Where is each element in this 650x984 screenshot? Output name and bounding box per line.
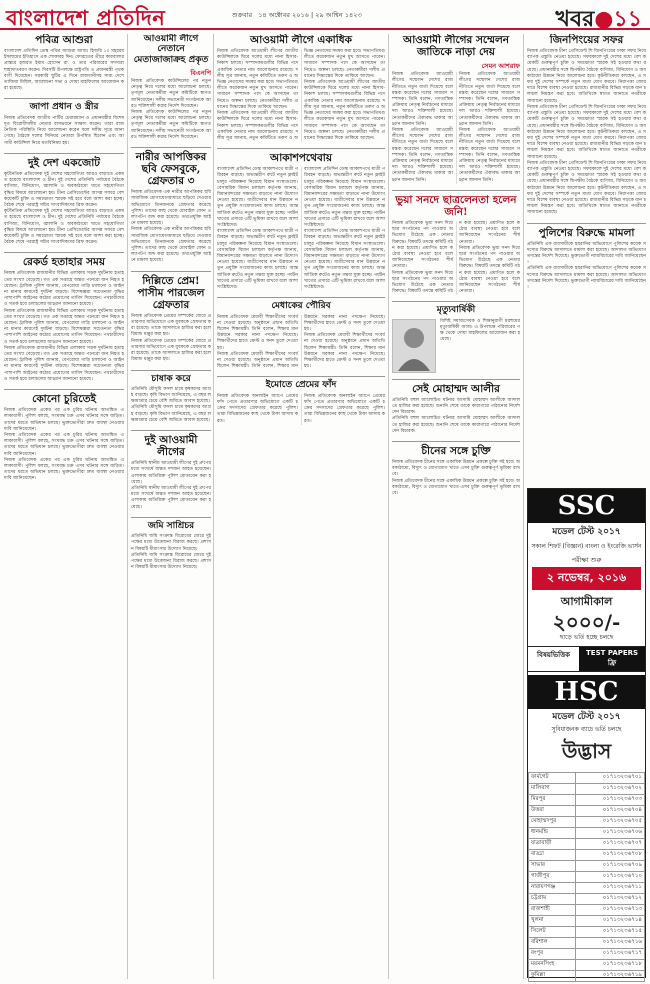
story-facebook-arrest (131, 151, 211, 265)
story-theft (4, 393, 124, 483)
body-text: বাংলাদেশ প্রতিদিন ডেস্ক পবিত্র আশুরা আজ। হিজরি ১০ মহররম ইসলামের ইতিহাসে এক শোকাবহ দিন। ফোরাতের তীরে কারবালার প্রান্তরে হজরত ইমাম হোসেন রা. ও তার পরিবারের সদস্যরা শাহাদাতবরণ করেন। দিবসটি উপলক্ষে রাষ্ট্রপতি ও প্রধানমন্ত্রী পৃথক বাণী দিয়েছেন। সরকারি ছুটির এ দিনে রাজধানীসহ সারা দেশে তাজিয়া মিছিল, আলোচনা সভা ও দোয়া মাহফিলের আয়োজন করা হয়েছে। (4, 49, 124, 92)
headline: আওয়ামী লীগে একাধিক (250, 34, 352, 46)
headline: মেধাকের পৌরিব (271, 301, 331, 312)
branch-row (529, 927, 645, 938)
column-rule (127, 34, 128, 979)
hsc-title: HSC (528, 675, 645, 709)
kicker: সেমন আশরাফ (481, 62, 520, 71)
price-label: আগামীকাল (560, 595, 613, 608)
story-obituary (392, 305, 520, 372)
branch-phone: ০১৭১৩২৩৬৭০৫ (575, 817, 644, 828)
body-text-continued: নিজস্ব প্রতিবেদক কাউন্সিলের পর নতুন নেতৃত্ব নিয়ে দলের মধ্যে আলোচনা চলছে। তৃণমূল নেতাকর্মীরা নতুন কমিটিকে স্বাগত জানিয়েছেন। দলীয় সভানেত্রী সংগঠনকে আরও শক্তিশালী করার নির্দেশ দিয়েছেন। (131, 110, 211, 140)
branch-row (529, 784, 645, 795)
branch-row (529, 883, 645, 894)
branch-row (529, 839, 645, 850)
column-4 (392, 34, 520, 979)
column-3 (217, 34, 385, 979)
ssc-title: SSC (528, 489, 645, 523)
body-text-continued: নিজস্ব প্রতিবেদক আওয়ামী লীগের সম্মেলন দেশের রাজনীতিতে নতুন বার্তা দিয়েছে বলে মন্তব্য করেছেন দলের সাধারণ সম্পাদক। তিনি বলেন, গণতান্ত্রিক প্রক্রিয়ায় নেতৃত্ব নির্বাচনের মাধ্যমে দল আরও শক্তিশালী হয়েছে। নেতাকর্মীদের ঐক্যবদ্ধ থাকার আহ্বান জানান তিনি। (392, 127, 453, 183)
kicker: বিএনপি (190, 69, 211, 78)
body-text-continued: নিজস্ব প্রতিবেদক আওয়ামী লীগের জাতীয় কাউন্সিলকে ঘিরে দলের মধ্যে নানা হিসাব-নিকাশ চলছে। সম্পাদকমণ্ডলীর বিভিন্ন পদে একাধিক নেতার নাম আলোচনায় রয়েছে। দলীয় সূত্র জানায়, নতুন কমিটিতে তরুণ ও অভিজ্ঞ নেতাদের সমন্বয় করা হবে। সভাপতিমণ্ডলীতে কয়েকজন নতুন মুখ আসতে পারেন। সাধারণ সম্পাদক পদে কে আসছেন তা নিয়েও জল্পনা চলছে। নেতাকর্মীরা দলীয় প্রধানের সিদ্ধান্তের দিকে তাকিয়ে আছেন। (217, 49, 385, 141)
branch-phone: ০১৭১৩২৩৬৭১৫ (575, 927, 644, 938)
branch-phone: ০১৭১৩২৩৬৭০৮ (575, 850, 644, 861)
section-name: খবর (555, 6, 595, 32)
body-text-continued: নিজস্ব প্রতিবেদক চীনের সঙ্গে একাধিক উন্নয়ন প্রকল্পে চুক্তি সই হবে। অবকাঠামো, বিদ্যুৎ ও যোগাযোগ খাতে এসব চুক্তি গুরুত্বপূর্ণ ভূমিকা রাখবে। (392, 478, 520, 497)
headline: রেকর্ড হতাহার সময় (22, 256, 106, 269)
dateline (232, 10, 366, 21)
headline: দিল্লিতে প্রেম! পাসীম পারজেল গ্রেফতার (137, 274, 205, 311)
body-text-continued: নিজস্ব প্রতিবেদক আওয়ামী লীগের সম্মেলন দেশের রাজনীতিতে নতুন বার্তা দিয়েছে বলে মন্তব্য করেছেন দলের সাধারণ সম্পাদক। তিনি বলেন, গণতান্ত্রিক প্রক্রিয়ায় নেতৃত্ব নির্বাচনের মাধ্যমে দল আরও শক্তিশালী হয়েছে। নেতাকর্মীদের ঐক্যবদ্ধ থাকার আহ্বান জানান তিনি। (459, 127, 520, 183)
branch-name: মালিবাগ (529, 784, 576, 795)
headline: চীনের সঙ্গে চুক্তি (421, 444, 491, 457)
branch-phone: ০১৭১৩২৩৬৭১৭ (575, 949, 644, 960)
branch-table (528, 772, 645, 982)
body-text-continued: নিজস্ব প্রতিবেদক একের পর এক চুরির ঘটনায় আতঙ্কিত এলাকাবাসী। পুলিশ বলছে, সংঘবদ্ধ চক্র এসব ঘটনার সঙ্গে জড়িত। তাদের ধরতে অভিযান চলছে। ভুক্তভোগীরা দ্রুত ব্যবস্থা নেওয়ার দাবি জানিয়েছেন। (4, 457, 124, 482)
branch-phone: ০১৭১৩২৩৬৭০২ (575, 784, 644, 795)
body-text: প্রতিনিধি এক ব্যবসায়ীকে হয়রানির অভিযোগে পুলিশের কয়েক সদস্যের বিরুদ্ধে আদালতে মামলা করা হয়েছে। আদালত অভিযোগ তদন্তের নির্দেশ দিয়েছে। ভুক্তভোগী ন্যায়বিচারের দাবি জানিয়েছেন। (527, 241, 646, 266)
branch-name: নারায়ণগঞ্জ (529, 883, 576, 894)
brand-logo: উদ্ভাস (561, 739, 612, 763)
branch-phone: ০১৭১৩২৩৬৭১৩ (575, 905, 644, 916)
branch-phone: ০১৭১৩২৩৬৭১৬ (575, 938, 644, 949)
branch-name: রংপুর (529, 949, 576, 960)
story-fake-certificate (392, 194, 520, 296)
story-china-deal (392, 445, 520, 497)
ssc-note: সকাল শিফট (বিজ্ঞান) বাংলা ও ইংরেজি ভার্সন (531, 543, 642, 550)
story-farming (131, 374, 211, 425)
column-2 (131, 34, 211, 979)
branch-row (529, 916, 645, 927)
body-text-continued: নিজস্ব প্রতিবেদক রাজধানীর বিভিন্ন এলাকায় সড়ক দুর্ঘটনায় হতাহতের সংখ্যা বেড়েছে। গত এক সপ্তাহে অন্তত পনেরো জন নিহত হয়েছেন। ট্রাফিক পুলিশ জানায়, বেপরোয়া গাড়ি চালানো ও আইন না মানার কারণেই দুর্ঘটনা বাড়ছে। বিশেষজ্ঞরা সচেতনতা বৃদ্ধির পাশাপাশি আইনের কঠোর প্রয়োগের তাগিদ দিয়েছেন। পথচারীদেরও সতর্ক হয়ে চলাচলের আহ্বান জানানো হয়েছে। (4, 308, 124, 345)
body-text-continued: নিজস্ব প্রতিবেদক আওয়ামী লীগের জাতীয় কাউন্সিলকে ঘিরে দলের মধ্যে নানা হিসাব-নিকাশ চলছে। সম্পাদকমণ্ডলীর বিভিন্ন পদে একাধিক নেতার নাম আলোচনায় রয়েছে। দলীয় সূত্র জানায়, নতুন কমিটিতে তরুণ ও অভিজ্ঞ নেতাদের সমন্বয় করা হবে। সভাপতিমণ্ডলীতে কয়েকজন নতুন মুখ আসতে পারেন। সাধারণ সম্পাদক পদে কে আসছেন তা নিয়েও জল্পনা চলছে। নেতাকর্মীরা দলীয় প্রধানের সিদ্ধান্তের দিকে তাকিয়ে আছেন। (304, 80, 385, 141)
body-text: প্রতিনিধি জমি সংক্রান্ত বিরোধের জেরে দুই পক্ষের মধ্যে উত্তেজনা বিরাজ করছে। প্রশাসন বিষয়টি মীমাংসার উদ্যোগ নিয়েছে। (131, 534, 211, 552)
branch-phone: ০১৭১৩২৩৬৭১৪ (575, 916, 644, 927)
body-text: নিজস্ব প্রতিবেদক কাউন্সিলের পর নতুন নেতৃত্ব নিয়ে দলের মধ্যে আলোচনা চলছে। তৃণমূল নেতাকর্মীরা নতুন কমিটিকে স্বাগত জানিয়েছেন। দলীয় সভানেত্রী সংগঠনকে আরও শক্তিশালী করার নির্দেশ দিয়েছেন। (131, 79, 211, 109)
price-value: ২০০০/- (552, 610, 621, 634)
column-1 (4, 34, 124, 979)
branch-name: ধানমন্ডি (529, 828, 576, 839)
story-xi-visit (527, 34, 646, 217)
udvash-advertisement[interactable] (527, 488, 646, 978)
masthead (0, 0, 650, 30)
body-text-continued: প্রতিনিধি বহুল আলোচিত ঘটনার আসামি মোহাম্মদ আলীকে আদালতে হাজির করা হয়েছে। শুনানি শেষে তাকে কারাগারে পাঠানোর নির্দেশ দেন বিচারক। (392, 416, 520, 434)
headline: জিনপিংয়ের সফর (549, 34, 624, 46)
headline: জাপা প্রধান ও স্ত্রীর (29, 102, 99, 113)
branch-row (529, 828, 645, 839)
story-al-conference (392, 34, 520, 184)
body-text: বিশিষ্ট সমাজসেবক ও শিক্ষানুরাগী মরহুমের মৃত্যুবার্ষিকী আজ। এ উপলক্ষে পরিবারের পক্ষ থেকে দোয়া মাহফিলের আয়োজন করা হয়েছে। (440, 318, 520, 343)
column-rule (523, 34, 524, 979)
branch-row (529, 894, 645, 905)
price-note: ছাড়ে ভর্তি হচ্ছে চলছে (559, 634, 614, 641)
branch-name: কুমিল্লা (529, 971, 576, 982)
story-japa (4, 102, 124, 146)
portrait-photo (392, 319, 436, 373)
branch-name: সাভার (529, 861, 576, 872)
body-text: কূটনৈতিক প্রতিবেদক দুই দেশের সহযোগিতা আরও বাড়াতে একমত হয়েছে বাংলাদেশ ও চীন। দুই দেশের প্রতিনিধি পর্যায়ের বৈঠকে বাণিজ্য, বিনিয়োগ, জ্বালানি ও অবকাঠামো খাতে সহযোগিতা বৃদ্ধির বিষয়ে আলোচনা হয়। চীনা প্রেসিডেন্টের আসন্ন সফরে বেশ কয়েকটি চুক্তি ও সমঝোতা স্মারক সই হবে বলে আশা করা হচ্ছে। বৈঠক শেষে পররাষ্ট্র সচিব সাংবাদিকদের ব্রিফ করেন। (4, 171, 124, 208)
branch-row (529, 971, 645, 982)
branch-phone: ০১৭১৩২৩৬৭১৮ (575, 960, 644, 971)
branch-name: খুলনা (529, 916, 576, 927)
headline: মৃত্যুবার্ষিকী (436, 305, 476, 316)
branch-row (529, 850, 645, 861)
body-text: প্রতিনিধি মৌসুমি ফসল চাষে কৃষকদের আগ্রহ বাড়ছে। কৃষি বিভাগ জানিয়েছে, এ বছর লক্ষ্যমাত্রার চেয়ে বেশি জমিতে আবাদ হয়েছে। (131, 386, 211, 405)
branch-name: গাজীপুর (529, 872, 576, 883)
hsc-note: সুবিধাজনক ব্যাচে ভর্তি চলছে (551, 726, 622, 733)
story-ashura (4, 34, 124, 92)
story-al-multiple (217, 34, 385, 142)
branch-row (529, 872, 645, 883)
column-5 (527, 34, 646, 514)
story-imo (217, 380, 385, 424)
body-text-continued: বাংলাদেশ প্রতিদিন ডেস্ক আকাশপথে যাত্রী পরিবহন বাড়ছে। অভ্যন্তরীণ রুটে নতুন ফ্লাইট চালুর পরিকল্পনা নিয়েছে বিমান সংস্থাগুলো। বেসামরিক বিমান চলাচল কর্তৃপক্ষ জানায়, বিমানবন্দরের সক্ষমতা বাড়াতে নানা উদ্যোগ নেওয়া হয়েছে। যাত্রীসেবার মান উন্নয়নে নতুন প্রযুক্তি সংযোজনের কাজ চলছে। আন্তর্জাতিক রুটেও নতুন গন্তব্য যুক্ত হচ্ছে। পর্যটন খাতের প্রসারে এটি ভূমিকা রাখবে বলে আশা সংশ্লিষ্টদের। (304, 229, 385, 291)
headline: পুলিশের বিরুদ্ধে মামলা (538, 226, 635, 239)
body-text-continued: বাংলাদেশ প্রতিদিন ডেস্ক আকাশপথে যাত্রী পরিবহন বাড়ছে। অভ্যন্তরীণ রুটে নতুন ফ্লাইট চালুর পরিকল্পনা নিয়েছে বিমান সংস্থাগুলো। বেসামরিক বিমান চলাচল কর্তৃপক্ষ জানায়, বিমানবন্দরের সক্ষমতা বাড়াতে নানা উদ্যোগ নেওয়া হয়েছে। যাত্রীসেবার মান উন্নয়নে নতুন প্রযুক্তি সংযোজনের কাজ চলছে। আন্তর্জাতিক রুটেও নতুন গন্তব্য যুক্ত হচ্ছে। পর্যটন খাতের প্রসারে এটি ভূমিকা রাখবে বলে আশা সংশ্লিষ্টদের। (217, 229, 298, 291)
test-label: বিষয়ভিত্তিক (537, 651, 571, 659)
headline: পবিত্র আশুরা (35, 34, 93, 46)
headline: ভুয়া সনদে ছাত্রলেনতা হলেন জনি! (395, 193, 517, 218)
body-text: নিজস্ব প্রতিবেদক অনলাইন অ্যাপে প্রেমের ফাঁদ পেতে প্রতারণার অভিযোগে একটি চক্রের সদস্যদের গ্রেফতার করেছে পুলিশ। তারা বিভিন্নজনের কাছ থেকে টাকা আদায় করত। (217, 393, 298, 424)
branch-name: বাড্ডা (529, 850, 576, 861)
body-text: প্রতিনিধি স্থানীয় আওয়ামী লীগের দুই গ্রুপের মধ্যে সংঘর্ষে অন্তত দশজন আহত হয়েছেন। এলাকায় অতিরিক্ত পুলিশ মোতায়েন করা হয়েছে। (131, 461, 211, 485)
body-text-continued: নিজস্ব প্রতিবেদক মেধাবী শিক্ষার্থীদের সংবর্ধনা দেওয়া হয়েছে। অনুষ্ঠানে প্রধান অতিথি ছিলেন শিক্ষামন্ত্রী। তিনি বলেন, শিক্ষার মান উন্নয়নে সরকার নানা পদক্ষেপ নিয়েছে। শিক্ষার্থীদের হাতে ক্রেস্ট ও সনদ তুলে দেওয়া হয়। (217, 314, 385, 370)
headline: আওয়ামী লীগে নেতানে মেতাজাজাক্রহ প্রকৃত (133, 34, 209, 65)
branch-row (529, 773, 645, 784)
branch-row (529, 861, 645, 872)
body-text-continued: নিজস্ব প্রতিবেদক চীনা প্রেসিডেন্ট শি জিনপিংয়ের ঢাকা সফর নিয়ে ব্যাপক প্রস্তুতি নেওয়া হয়েছে। সফরকালে দুই দেশের মধ্যে বেশ কয়েকটি গুরুত্বপূর্ণ চুক্তি ও সমঝোতা স্মারক সই হওয়ার কথা রয়েছে। প্রধানমন্ত্রীর সঙ্গে দ্বিপক্ষীয় বৈঠকে বাণিজ্য, বিনিয়োগ ও অবকাঠামো উন্নয়ন নিয়ে আলোচনা হবে। কূটনীতিকরা বলছেন, এ সফর দুই দেশের সম্পর্কে নতুন মাত্রা যোগ করবে। নিরাপত্তা জোরদারে বিশেষ ব্যবস্থা নেওয়া হয়েছে। রাজধানীর বিভিন্ন সড়কে যান চলাচল নিয়ন্ত্রণ করা হবে। অতিথিকে স্বাগত জানাতে নগরীকে সাজানো হয়েছে। (527, 104, 646, 160)
body-text: নিজস্ব প্রতিবেদক আওয়ামী লীগের সম্মেলন দেশের রাজনীতিতে নতুন বার্তা দিয়েছে বলে মন্তব্য করেছেন দলের সাধারণ সম্পাদক। তিনি বলেন, গণতান্ত্রিক প্রক্রিয়ায় নেতৃত্ব নির্বাচনের মাধ্যমে দল আরও শক্তিশালী হয়েছে। নেতাকর্মীদের ঐক্যবদ্ধ থাকার আহ্বান জানান তিনি। (392, 72, 453, 127)
headline: চাষাক করে (151, 373, 191, 384)
branch-phone: ০১৭১৩২৩৬৭১৯ (575, 971, 644, 982)
branch-name: উত্তরা (529, 806, 576, 817)
body-text-continued: প্রতিনিধি এক ব্যবসায়ীকে হয়রানির অভিযোগে পুলিশের কয়েক সদস্যের বিরুদ্ধে আদালতে মামলা করা হয়েছে। আদালত অভিযোগ তদন্তের নির্দেশ দিয়েছে। ভুক্তভোগী ন্যায়বিচারের দাবি জানিয়েছেন। (527, 266, 646, 291)
branch-row (529, 938, 645, 949)
branch-name: রাজশাহী (529, 905, 576, 916)
body-text-continued: নিজস্ব প্রতিবেদক রাজধানীর বিভিন্ন এলাকায় সড়ক দুর্ঘটনায় হতাহতের সংখ্যা বেড়েছে। গত এক সপ্তাহে অন্তত পনেরো জন নিহত হয়েছেন। ট্রাফিক পুলিশ জানায়, বেপরোয়া গাড়ি চালানো ও আইন না মানার কারণেই দুর্ঘটনা বাড়ছে। বিশেষজ্ঞরা সচেতনতা বৃদ্ধির পাশাপাশি আইনের কঠোর প্রয়োগের তাগিদ দিয়েছেন। পথচারীদেরও সতর্ক হয়ে চলাচলের আহ্বান জানানো হয়েছে। (4, 345, 124, 382)
body-text: নিজস্ব প্রতিবেদক রাজধানীর বিভিন্ন এলাকায় সড়ক দুর্ঘটনায় হতাহতের সংখ্যা বেড়েছে। গত এক সপ্তাহে অন্তত পনেরো জন নিহত হয়েছেন। ট্রাফিক পুলিশ জানায়, বেপরোয়া গাড়ি চালানো ও আইন না মানার কারণেই দুর্ঘটনা বাড়ছে। বিশেষজ্ঞরা সচেতনতা বৃদ্ধির পাশাপাশি আইনের কঠোর প্রয়োগের তাগিদ দিয়েছেন। পথচারীদেরও সতর্ক হয়ে চলাচলের আহ্বান জানানো হয়েছে। (4, 271, 124, 308)
headline: দুই দেশ একজোট (28, 156, 100, 169)
branch-name: চট্টগ্রাম (529, 894, 576, 905)
branch-row (529, 960, 645, 971)
story-police-case (527, 227, 646, 292)
headline: আকাশপথেবায় (269, 152, 333, 165)
body-text: নিজস্ব প্রতিবেদক এক নারীর আপত্তিকর ছবি সামাজিক যোগাযোগমাধ্যমে ছড়িয়ে দেওয়ার অভিযোগে তিনজনকে গ্রেফতার করেছে পুলিশ। তাদের কাছ থেকে মোবাইল ফোন ও ল্যাপটপ জব্দ করা হয়েছে। তথ্যপ্রযুক্তি আইনে মামলা হয়েছে। (131, 190, 211, 227)
test-papers (579, 647, 645, 671)
branch-phone: ০১৭১৩২৩৬৭০৭ (575, 839, 644, 850)
column-rule (213, 34, 214, 979)
branch-name: ময়মনসিংহ (529, 960, 576, 971)
branch-row (529, 795, 645, 806)
story-al-leadership (131, 34, 211, 141)
body-text-continued: নিজস্ব প্রতিবেদক প্রেমের সম্পর্কের জেরে প্রতারণার অভিযোগে এক যুবককে গ্রেফতার করা হয়েছে। তাকে আদালতে হাজির করা হলে রিমান্ড মঞ্জুর করা হয়। (131, 338, 211, 363)
story-record (4, 256, 124, 383)
body-text: নিজস্ব প্রতিবেদক প্রেমের সম্পর্কের জেরে প্রতারণার অভিযোগে এক যুবককে গ্রেফতার করা হয়েছে। তাকে আদালতে হাজির করা হলে রিমান্ড মঞ্জুর করা হয়। (131, 313, 211, 338)
branch-name: বরিশাল (529, 938, 576, 949)
exam-start-date: ২ নভেম্বর, ২০১৬ (532, 567, 641, 590)
newspaper-logo: বাংলাদেশ প্রতিদিন (6, 5, 166, 30)
branch-phone: ০১৭১৩২৩৬৭০১ (575, 773, 644, 784)
test-papers-title: TEST PAPERS (586, 649, 639, 657)
branch-row (529, 806, 645, 817)
branch-name: মিরপুর (529, 795, 576, 806)
branch-row (529, 817, 645, 828)
body-text-continued: নিজস্ব প্রতিবেদক চীনা প্রেসিডেন্ট শি জিনপিংয়ের ঢাকা সফর নিয়ে ব্যাপক প্রস্তুতি নেওয়া হয়েছে। সফরকালে দুই দেশের মধ্যে বেশ কয়েকটি গুরুত্বপূর্ণ চুক্তি ও সমঝোতা স্মারক সই হওয়ার কথা রয়েছে। প্রধানমন্ত্রীর সঙ্গে দ্বিপক্ষীয় বৈঠকে বাণিজ্য, বিনিয়োগ ও অবকাঠামো উন্নয়ন নিয়ে আলোচনা হবে। কূটনীতিকরা বলছেন, এ সফর দুই দেশের সম্পর্কে নতুন মাত্রা যোগ করবে। নিরাপত্তা জোরদারে বিশেষ ব্যবস্থা নেওয়া হয়েছে। রাজধানীর বিভিন্ন সড়কে যান চলাচল নিয়ন্ত্রণ করা হবে। অতিথিকে স্বাগত জানাতে নগরীকে সাজানো হয়েছে। (527, 160, 646, 216)
branch-name: মোহাম্মদপুর (529, 817, 576, 828)
body-text: নিজস্ব প্রতিবেদক ভুয়া সনদ দিয়ে ছাত্র সংগঠনের পদ পাওয়ার অভিযোগ উঠেছে এক নেতার বিরুদ্ধে। বিষয়টি তদন্তে কমিটি গঠন করা হয়েছে। প্রমাণিত হলে কঠোর ব্যবস্থা নেওয়া হবে বলে জানিয়েছেন সংগঠনের শীর্ষ নেতারা। (392, 220, 453, 270)
body-text-continued: কূটনৈতিক প্রতিবেদক দুই দেশের সহযোগিতা আরও বাড়াতে একমত হয়েছে বাংলাদেশ ও চীন। দুই দেশের প্রতিনিধি পর্যায়ের বৈঠকে বাণিজ্য, বিনিয়োগ, জ্বালানি ও অবকাঠামো খাতে সহযোগিতা বৃদ্ধির বিষয়ে আলোচনা হয়। চীনা প্রেসিডেন্টের আসন্ন সফরে বেশ কয়েকটি চুক্তি ও সমঝোতা স্মারক সই হবে বলে আশা করা হচ্ছে। বৈঠক শেষে পররাষ্ট্র সচিব সাংবাদিকদের ব্রিফ করেন। (4, 209, 124, 246)
ssc-subtitle: মডেল টেস্ট ২০১৭ (552, 527, 621, 537)
story-al-clash (131, 434, 211, 511)
body-text-continued: প্রতিনিধি জমি সংক্রান্ত বিরোধের জেরে দুই পক্ষের মধ্যে উত্তেজনা বিরাজ করছে। প্রশাসন বিষয়টি মীমাংসার উদ্যোগ নিয়েছে। (131, 552, 211, 571)
story-delhi-love (131, 275, 211, 364)
branch-phone: ০১৭১৩২৩৬৭০৪ (575, 806, 644, 817)
body-text: নিজস্ব প্রতিবেদক মেধাবী শিক্ষার্থীদের সংবর্ধনা দেওয়া হয়েছে। অনুষ্ঠানে প্রধান অতিথি ছিলেন শিক্ষামন্ত্রী। তিনি বলেন, শিক্ষার মান উন্নয়নে সরকার নানা পদক্ষেপ নিয়েছে। শিক্ষার্থীদের হাতে ক্রেস্ট ও সনদ তুলে দেওয়া হয়। (217, 314, 298, 351)
headline: সেই মোহাম্মদ আলীর (412, 382, 500, 395)
headline: ইমোতে প্রেমের ফাঁদ (265, 380, 337, 391)
story-merit (217, 301, 385, 370)
branch-phone: ০১৭১৩২৩৬৭১০ (575, 872, 644, 883)
day-label: শুক্রবার (232, 11, 253, 19)
headline: নারীর আপত্তিকর ছবি ফেসবুকে, গ্রেফতার ৩ (135, 151, 207, 188)
story-airways (217, 152, 385, 291)
body-text: প্রতিনিধি বহুল আলোচিত ঘটনার আসামি মোহাম্মদ আলীকে আদালতে হাজির করা হয়েছে। শুনানি শেষে তাকে কারাগারে পাঠানোর নির্দেশ দেন বিচারক। (392, 397, 520, 416)
body-text: বাংলাদেশ প্রতিদিন ডেস্ক আকাশপথে যাত্রী পরিবহন বাড়ছে। অভ্যন্তরীণ রুটে নতুন ফ্লাইট চালুর পরিকল্পনা নিয়েছে বিমান সংস্থাগুলো। বেসামরিক বিমান চলাচল কর্তৃপক্ষ জানায়, বিমানবন্দরের সক্ষমতা বাড়াতে নানা উদ্যোগ নেওয়া হয়েছে। যাত্রীসেবার মান উন্নয়নে নতুন প্রযুক্তি সংযোজনের কাজ চলছে। আন্তর্জাতিক রুটেও নতুন গন্তব্য যুক্ত হচ্ছে। পর্যটন খাতের প্রসারে এটি ভূমিকা রাখবে বলে আশা সংশ্লিষ্টদের। (217, 167, 298, 228)
story-land (131, 521, 211, 572)
body-text-continued: নিজস্ব প্রতিবেদক এক নারীর আপত্তিকর ছবি সামাজিক যোগাযোগমাধ্যমে ছড়িয়ে দেওয়ার অভিযোগে তিনজনকে গ্রেফতার করেছে পুলিশ। তাদের কাছ থেকে মোবাইল ফোন ও ল্যাপটপ জব্দ করা হয়েছে। তথ্যপ্রযুক্তি আইনে মামলা হয়েছে। (131, 227, 211, 264)
bullet-icon: ● (594, 6, 614, 32)
branch-name: সিলেট (529, 927, 576, 938)
body-text: নিজস্ব প্রতিবেদক আওয়ামী লীগের জাতীয় কাউন্সিলকে ঘিরে দলের মধ্যে নানা হিসাব-নিকাশ চলছে। সম্পাদকমণ্ডলীর বিভিন্ন পদে একাধিক নেতার নাম আলোচনায় রয়েছে। দলীয় সূত্র জানায়, নতুন কমিটিতে তরুণ ও অভিজ্ঞ নেতাদের সমন্বয় করা হবে। সভাপতিমণ্ডলীতে কয়েকজন নতুন মুখ আসতে পারেন। সাধারণ সম্পাদক পদে কে আসছেন তা নিয়েও জল্পনা চলছে। নেতাকর্মীরা দলীয় প্রধানের সিদ্ধান্তের দিকে তাকিয়ে আছেন। (217, 49, 298, 110)
body-text-continued: নিজস্ব প্রতিবেদক একের পর এক চুরির ঘটনায় আতঙ্কিত এলাকাবাসী। পুলিশ বলছে, সংঘবদ্ধ চক্র এসব ঘটনার সঙ্গে জড়িত। তাদের ধরতে অভিযান চলছে। ভুক্তভোগীরা দ্রুত ব্যবস্থা নেওয়ার দাবি জানিয়েছেন। (4, 432, 124, 457)
branch-phone: ০১৭১৩২৩৬৭০৩ (575, 795, 644, 806)
hsc-subtitle: মডেল টেস্ট ২০১৭ (552, 712, 621, 722)
page-number: ১১ (613, 6, 642, 32)
exam-start-label: পরীক্ষা শুরু (571, 556, 602, 564)
test-papers-free: ফ্রি (607, 659, 617, 667)
body-text-continued: নিজস্ব প্রতিবেদক অনলাইন অ্যাপে প্রেমের ফাঁদ পেতে প্রতারণার অভিযোগে একটি চক্রের সদস্যদের গ্রেফতার করেছে পুলিশ। তারা বিভিন্নজনের কাছ থেকে টাকা আদায় করত। (304, 393, 385, 424)
branch-phone: ০১৭১৩২৩৬৭১২ (575, 894, 644, 905)
body-text-continued: প্রতিনিধি মৌসুমি ফসল চাষে কৃষকদের আগ্রহ বাড়ছে। কৃষি বিভাগ জানিয়েছে, এ বছর লক্ষ্যমাত্রার চেয়ে বেশি জমিতে আবাদ হয়েছে। (131, 405, 211, 423)
branch-row (529, 949, 645, 960)
body-text-continued: বাংলাদেশ প্রতিদিন ডেস্ক আকাশপথে যাত্রী পরিবহন বাড়ছে। অভ্যন্তরীণ রুটে নতুন ফ্লাইট চালুর পরিকল্পনা নিয়েছে বিমান সংস্থাগুলো। বেসামরিক বিমান চলাচল কর্তৃপক্ষ জানায়, বিমানবন্দরের সক্ষমতা বাড়াতে নানা উদ্যোগ নেওয়া হয়েছে। যাত্রীসেবার মান উন্নয়নে নতুন প্রযুক্তি সংযোজনের কাজ চলছে। আন্তর্জাতিক রুটেও নতুন গন্তব্য যুক্ত হচ্ছে। পর্যটন খাতের প্রসারে এটি ভূমিকা রাখবে বলে আশা সংশ্লিষ্টদের। (304, 167, 385, 228)
body-text-continued: প্রতিনিধি স্থানীয় আওয়ামী লীগের দুই গ্রুপের মধ্যে সংঘর্ষে অন্তত দশজন আহত হয়েছেন। এলাকায় অতিরিক্ত পুলিশ মোতায়েন করা হয়েছে। (131, 486, 211, 510)
headline: আওয়ামী লীগের সম্মেলন জাতিকে নাড়া দেয় (402, 34, 510, 59)
body-text: নিজস্ব প্রতিবেদক একের পর এক চুরির ঘটনায় আতঙ্কিত এলাকাবাসী। পুলিশ বলছে, সংঘবদ্ধ চক্র এসব ঘটনার সঙ্গে জড়িত। তাদের ধরতে অভিযান চলছে। ভুক্তভোগীরা দ্রুত ব্যবস্থা নেওয়ার দাবি জানিয়েছেন। (4, 408, 124, 432)
body-text-continued: নিজস্ব প্রতিবেদক ভুয়া সনদ দিয়ে ছাত্র সংগঠনের পদ পাওয়ার অভিযোগ উঠেছে এক নেতার বিরুদ্ধে। বিষয়টি তদন্তে কমিটি গঠন করা হয়েছে। প্রমাণিত হলে কঠোর ব্যবস্থা নেওয়া হবে বলে জানিয়েছেন সংগঠনের শীর্ষ নেতারা। (459, 245, 520, 295)
headline: জমি সাশ্রিচর (147, 520, 195, 531)
body-text-continued: নিজস্ব প্রতিবেদক মেধাবী শিক্ষার্থীদের সংবর্ধনা দেওয়া হয়েছে। অনুষ্ঠানে প্রধান অতিথি ছিলেন শিক্ষামন্ত্রী। তিনি বলেন, শিক্ষার মান উন্নয়নে সরকার নানা পদক্ষেপ নিয়েছে। শিক্ষার্থীদের হাতে ক্রেস্ট ও সনদ তুলে দেওয়া হয়। (304, 333, 385, 370)
date-label: ১৪ অক্টোবর ২০১৬ | ২৯ আশ্বিন ১৪২৩ (258, 11, 362, 19)
body-text: নিজস্ব প্রতিবেদক চীনা প্রেসিডেন্ট শি জিনপিংয়ের ঢাকা সফর নিয়ে ব্যাপক প্রস্তুতি নেওয়া হয়েছে। সফরকালে দুই দেশের মধ্যে বেশ কয়েকটি গুরুত্বপূর্ণ চুক্তি ও সমঝোতা স্মারক সই হওয়ার কথা রয়েছে। প্রধানমন্ত্রীর সঙ্গে দ্বিপক্ষীয় বৈঠকে বাণিজ্য, বিনিয়োগ ও অবকাঠামো উন্নয়ন নিয়ে আলোচনা হবে। কূটনীতিকরা বলছেন, এ সফর দুই দেশের সম্পর্কে নতুন মাত্রা যোগ করবে। নিরাপত্তা জোরদারে বিশেষ ব্যবস্থা নেওয়া হয়েছে। রাজধানীর বিভিন্ন সড়কে যান চলাচল নিয়ন্ত্রণ করা হবে। অতিথিকে স্বাগত জানাতে নগরীকে সাজানো হয়েছে। (527, 49, 646, 104)
story-mohammad-ali (392, 383, 520, 435)
branch-row (529, 905, 645, 916)
branch-phone: ০১৭১৩২৩৬৭০৬ (575, 828, 644, 839)
headline: দুই আওয়ামী লীগের (144, 434, 198, 459)
body-text-continued: নিজস্ব প্রতিবেদক আওয়ামী লীগের সম্মেলন দেশের রাজনীতিতে নতুন বার্তা দিয়েছে বলে মন্তব্য করেছেন দলের সাধারণ সম্পাদক। তিনি বলেন, গণতান্ত্রিক প্রক্রিয়ায় নেতৃত্ব নির্বাচনের মাধ্যমে দল আরও শক্তিশালী হয়েছে। নেতাকর্মীদের ঐক্যবদ্ধ থাকার আহ্বান জানান তিনি। (459, 72, 520, 127)
body-text-continued: নিজস্ব প্রতিবেদক ভুয়া সনদ দিয়ে ছাত্র সংগঠনের পদ পাওয়ার অভিযোগ উঠেছে এক নেতার বিরুদ্ধে। বিষয়টি তদন্তে কমিটি গঠন করা হয়েছে। প্রমাণিত হলে কঠোর ব্যবস্থা নেওয়া হবে বলে জানিয়েছেন সংগঠনের শীর্ষ নেতারা। (392, 220, 520, 295)
branch-phone: ০১৭১৩২৩৬৭০৯ (575, 861, 644, 872)
story-two-countries (4, 157, 124, 247)
headline: কোনো চুরিতেই (32, 393, 96, 406)
branch-phone: ০১৭১৩২৩৬৭১১ (575, 883, 644, 894)
column-rule (388, 34, 389, 979)
body-text: নিজস্ব প্রতিবেদক জাতীয় পার্টির চেয়ারম্যান ও প্রধানমন্ত্রীর বিশেষ দূত বিরোধীদলীয় নেতার বাসভবনে সাক্ষাৎ করেন। তারা রাজনৈতিক পরিস্থিতি নিয়ে আলোচনা করেন বলে দলীয় সূত্রে জানা গেছে। বৈঠকে দলের সিনিয়র নেতারা উপস্থিত ছিলেন এবং আগামী কাউন্সিল নিয়ে মতবিনিময় হয়। (4, 115, 124, 146)
branch-name: ফার্মগেট (529, 773, 576, 784)
branch-name: যাত্রাবাড়ী (529, 839, 576, 850)
body-text: নিজস্ব প্রতিবেদক চীনের সঙ্গে একাধিক উন্নয়ন প্রকল্পে চুক্তি সই হবে। অবকাঠামো, বিদ্যুৎ ও যোগাযোগ খাতে এসব চুক্তি গুরুত্বপূর্ণ ভূমিকা রাখবে। (392, 460, 520, 478)
